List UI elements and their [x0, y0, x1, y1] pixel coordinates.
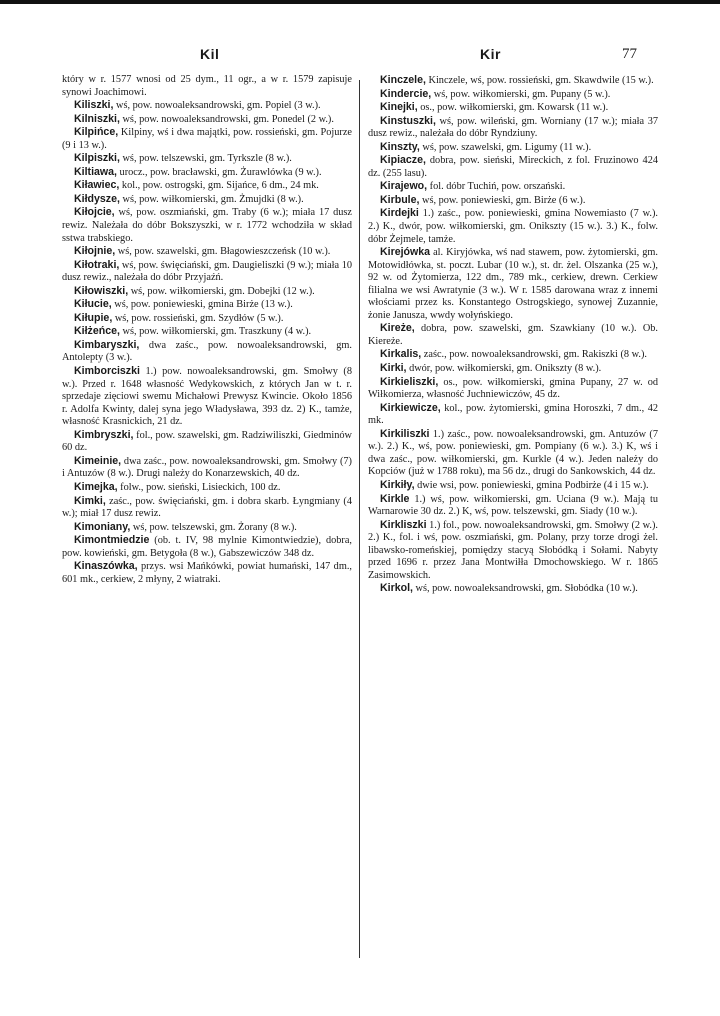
entry-text: folw., pow. sieński, Lisieckich, 100 dz.: [117, 481, 281, 493]
entry-text: wś, pow. oszmiański, gm. Traby (6 w.); miała 17 dusz rewiz. Należała do dóbr Bokszyszki, w r. 1772 wchodziła w skład sstwa trabskiego.: [62, 207, 352, 244]
entry-text: wś, pow. nowoaleksandrowski, gm. Ponedel (2 w.).: [119, 113, 334, 125]
entry-headword: Kimborciszki: [74, 365, 140, 378]
dictionary-entry: [62, 481, 352, 495]
entry-headword: Kirkiły,: [380, 478, 415, 491]
entry-text: wś, pow. telszewski, gm. Żorany (8 w.).: [130, 521, 297, 533]
entry-text: wś, pow. wiłkomierski, gm. Dobejki (12 w.).: [128, 285, 315, 297]
dictionary-entry: [62, 166, 352, 180]
dictionary-entry: [368, 428, 658, 479]
entry-text: dwa zaśc., pow. nowoaleksandrowski, gm. Antolepty (3 w.).: [62, 339, 352, 364]
left-column: [62, 74, 352, 586]
entry-text: dwór, pow. wiłkomierski, gm. Onikszty (8 w.).: [406, 363, 602, 375]
entry-text: zaśc., pow. nowoaleksandrowski, gm. Rakiszki (8 w.).: [421, 349, 647, 361]
column-divider: [359, 80, 360, 958]
dictionary-entry: [62, 365, 352, 429]
entry-headword: Kimbryszki,: [74, 428, 134, 441]
right-column: [368, 74, 658, 596]
entry-headword: Kilniszki,: [74, 112, 120, 125]
entry-headword: Kinaszówka,: [74, 560, 138, 573]
dictionary-entry: [368, 479, 658, 493]
entry-headword: Kirbule,: [380, 193, 420, 206]
dictionary-entry: [62, 495, 352, 521]
entry-headword: Kinczele,: [380, 74, 426, 86]
entry-headword: Kiliszki,: [74, 99, 114, 112]
entry-headword: Kirdejki: [380, 207, 419, 220]
entry-headword: Kirkle: [380, 492, 410, 505]
dictionary-entry: [62, 259, 352, 285]
entry-text: wś, pow. poniewieski, gmina Birże (13 w.).: [111, 299, 293, 311]
entry-headword: Kirkliszki: [380, 518, 427, 531]
dictionary-entry: [368, 101, 658, 115]
dictionary-entry: [368, 519, 658, 583]
entry-text: os., pow. wiłkomierski, gmina Pupany, 27 w. od Wiłkomierza, własność Juchniewiczów, 45 dz.: [368, 376, 658, 401]
entry-text: wś, pow. wiłkomierski, gm. Traszkuny (4 w.).: [119, 326, 312, 338]
entry-headword: Kiłżeńce,: [74, 325, 120, 338]
entry-headword: Kindercie,: [380, 87, 432, 100]
entry-headword: Kimontmiedzie: [74, 534, 150, 547]
dictionary-entry: [62, 193, 352, 207]
dictionary-entry: [368, 376, 658, 402]
dictionary-entry: [62, 99, 352, 113]
dictionary-entry: [62, 179, 352, 193]
dictionary-entry: [368, 322, 658, 348]
entry-headword: Kirki,: [380, 362, 407, 375]
dictionary-entry: [368, 402, 658, 428]
entry-text: wś, pow. nowoaleksandrowski, gm. Popiel (3 w.).: [113, 100, 321, 112]
dictionary-entry: [62, 113, 352, 127]
entry-text: wś, pow. wiłkomierski, gm. Pupany (5 w.).: [431, 88, 611, 100]
dictionary-entry: [62, 298, 352, 312]
entry-text: dwie wsi, pow. poniewieski, gmina Podbirże (4 i 15 w.).: [414, 479, 649, 491]
dictionary-entry: [368, 582, 658, 596]
entry-text: Kinczele, wś, pow. rossieński, gm. Skawdwile (15 w.).: [425, 75, 654, 86]
entry-text: dobra, pow. sieński, Mireckich, z fol. Fruzinowo 424 dz. (255 lasu).: [368, 155, 658, 179]
entry-headword: Kirkalis,: [380, 348, 422, 361]
page-number: 77: [622, 46, 637, 62]
entry-headword: Kirejówka: [380, 246, 431, 259]
entry-text: 1.) fol., pow. nowoaleksandrowski, gm. Smołwy (2 w.). 2.) K., fol. i wś, pow. oszmiański, gm. Polany, przy torze drogi żel. libawsko-romeńskiej, pomiędzy stacyą Słobódką i Sołami. Nabyty przed 1696 r. przez Jana Montwiłła Dmochowskiego. W r. 1865 Zasimowskich.: [368, 519, 658, 581]
dictionary-entry: [62, 325, 352, 339]
entry-text: kol., pow. żytomierski, gmina Horoszki, 7 dm., 42 mk.: [368, 402, 658, 427]
entry-text: 1.) pow. nowoaleksandrowski, gm. Smołwy (8 w.). Przed r. 1648 własność Wedykowskich, z których Jan w t. r. sprzedaje zięciowi swemu Michałowi Prewysz Kwincie. Około 1856 r. Adolfa Kwinty, dalej syna jego Władysława, 393 dz. 2) K., tamże, własność Krasnickich, 21 dz.: [62, 366, 352, 428]
dictionary-entry: [62, 455, 352, 481]
entry-text: al. Kiryjówka, wś nad stawem, pow. żytomierski, gm. Motowidłówka, st. poczt. Lubar (10 w.), st. dr. żel. Olszanka (25 w.), 92 w. od Żytomierza, 122 dm., 789 mk., cerkiew, drewn. Cerkiew filialna we wsi Awratynie (3 w.). W r. 1585 darowana wraz z innemi włościami przez ks. Konstantego Ostrogskiego, synowej Zuzannie, żonie Janusza, wwdy wołyńskiego.: [368, 247, 658, 321]
dictionary-entry: [62, 339, 352, 365]
dictionary-entry: [368, 348, 658, 362]
entry-headword: Kinstuszki,: [380, 114, 436, 127]
entry-headword: Kiłowiszki,: [74, 284, 129, 297]
entry-text: wś, pow. szawelski, gm. Błagowieszczeńsk (10 w.).: [115, 246, 331, 258]
entry-text: zaśc., pow. święciański, gm. i dobra skarb. Łyngmiany (4 w.); miał 17 dusz rewiz.: [62, 495, 352, 520]
entry-headword: Kiłojcie,: [74, 206, 115, 219]
dictionary-entry: [62, 429, 352, 455]
entry-headword: Kilpińce,: [74, 126, 119, 139]
entry-headword: Kirkieliszki,: [380, 375, 439, 388]
dictionary-entry: [62, 152, 352, 166]
entry-text: dobra, pow. szawelski, gm. Szawkiany (10 w.). Ob. Kiereże.: [368, 323, 658, 347]
entry-headword: Kiltiawa,: [74, 165, 117, 178]
entry-headword: Kiłojnie,: [74, 245, 116, 258]
entry-text: wś, pow. wiłkomierski, gm. Żmujdki (8 w.).: [119, 193, 304, 205]
entry-text: urocz., pow. bracławski, gm. Żurawlówka (9 w.).: [116, 166, 322, 178]
dictionary-entry: [62, 534, 352, 560]
entry-text: wś, pow. szawelski, gm. Ligumy (11 w.).: [419, 141, 592, 153]
entry-text: 1.) zaśc., pow. poniewieski, gmina Nowemiasto (7 w.). 2.) K., dwór, pow. wiłkomierski, gm. Onikszty (15 w.). 3.) K., folw. dóbr Żejmele, tamże.: [368, 208, 658, 245]
entry-text: wś, pow. telszewski, gm. Tyrkszle (8 w.).: [119, 153, 292, 165]
dictionary-entry: [368, 141, 658, 155]
dictionary-entry: [368, 362, 658, 376]
dictionary-entry: [62, 560, 352, 586]
entry-headword: Kimbaryszki,: [74, 338, 140, 351]
entry-headword: Kireże,: [380, 322, 415, 335]
dictionary-entry: [368, 493, 658, 519]
entry-headword: Kinejki,: [380, 101, 418, 114]
dictionary-entry: [62, 206, 352, 245]
entry-headword: Kiłupie,: [74, 311, 113, 324]
entry-headword: Kirkol,: [380, 582, 413, 595]
dictionary-entry: [62, 285, 352, 299]
dictionary-entry: [368, 180, 658, 194]
entry-text: wś, pow. wileński, gm. Worniany (17 w.); miała 37 dusz rewiz., należała do dóbr Ryndziuny.: [368, 115, 658, 140]
entry-text: 1.) zaśc., pow. nowoaleksandrowski, gm. Antuzów (7 w.). 2.) K., wś, pow. poniewieski, gm. Pompiany (6 w.). 3.) K, wś i dwa zaśc., pow. wiłkomierski, gm. Kurkle (4 w.). Jeden należy do Kopciów (już w 1788 roku), ma 56 dz., drugi do Sankowskich, 44 dz.: [368, 428, 658, 478]
entry-text: fol. dóbr Tuchiń, pow. orszański.: [427, 181, 566, 193]
page-top-border: [0, 0, 720, 4]
entry-text: kol., pow. ostrogski, gm. Sijańce, 6 dm., 24 mk.: [119, 180, 319, 192]
entry-headword: Kilpiszki,: [74, 152, 120, 165]
entry-text: wś, pow. święciański, gm. Daugieliszki (9 w.); miała 10 dusz rewiz., należała do dóbr Przyjaźń.: [62, 259, 352, 284]
dictionary-entry: [368, 246, 658, 322]
entry-text: który w r. 1577 wnosi od 25 dym., 11 ogr., a w r. 1579 zapisuje synowi Joachimowi.: [62, 74, 352, 98]
entry-headword: Kimki,: [74, 494, 106, 507]
entry-text: dwa zaśc., pow. nowoaleksandrowski, gm. Smołwy (7) i Antuzów (8 w.). Drugi należy do Konarzewskich, 40 dz.: [62, 455, 352, 480]
entry-headword: Kiłdysze,: [74, 192, 120, 205]
entry-text: fol., pow. szawelski, gm. Radziwiliszki, Giedminów 60 dz.: [62, 429, 352, 454]
entry-text: przys. wsi Mańkówki, powiat humański, 147 dm., 601 mk., cerkiew, 2 młyny, 2 wiatraki.: [62, 561, 352, 585]
dictionary-entry: [62, 126, 352, 152]
dictionary-entry: [368, 88, 658, 102]
running-head-left: Kil: [200, 46, 220, 62]
dictionary-entry: [368, 115, 658, 141]
entry-text: wś, pow. nowoaleksandrowski, gm. Słobódka (10 w.).: [412, 583, 638, 595]
entry-headword: Kirkiliszki: [380, 427, 430, 440]
entry-headword: Kimoniany,: [74, 520, 131, 533]
entry-headword: Kiłotraki,: [74, 258, 120, 271]
entry-headword: Kimeinie,: [74, 454, 122, 467]
entry-text: os., pow. wiłkomierski, gm. Kowarsk (11 w.).: [417, 102, 609, 114]
dictionary-entry: [62, 245, 352, 259]
page-header: [0, 46, 720, 68]
entry-headword: Kirkiewicze,: [380, 401, 441, 414]
entry-text: wś, pow. poniewieski, gm. Birże (6 w.).: [419, 194, 586, 206]
dictionary-entry: [368, 207, 658, 246]
entry-headword: Kiławiec,: [74, 179, 120, 192]
dictionary-entry: [62, 74, 352, 99]
entry-headword: Kimejka,: [74, 480, 118, 493]
entry-headword: Kinszty,: [380, 140, 420, 153]
dictionary-entry: [368, 74, 658, 88]
entry-headword: Kipiacze,: [380, 154, 426, 167]
dictionary-entry: [62, 312, 352, 326]
entry-text: 1.) wś, pow. wiłkomierski, gm. Uciana (9 w.). Mają tu Warnarowie 30 dz. 2.) K, wś, pow. telszewski, gm. Siady (10 w.).: [368, 493, 658, 518]
dictionary-entry: [62, 521, 352, 535]
entry-text: wś, pow. rossieński, gm. Szydłów (5 w.).: [112, 312, 284, 324]
dictionary-entry: [368, 194, 658, 208]
entry-text: (ob. t. IV, 98 mylnie Kimontwiedzie), dobra, pow. kowieński, gm. Betygoła (8 w.), Gabszewiczów 348 dz.: [62, 535, 352, 559]
dictionary-entry: [368, 154, 658, 180]
entry-headword: Kiłucie,: [74, 298, 112, 311]
entry-headword: Kirajewo,: [380, 180, 428, 193]
running-head-right: Kir: [480, 46, 501, 62]
entry-text: Kilpiny, wś i dwa majątki, pow. rossieński, gm. Pojurze (9 i 13 w.).: [62, 127, 352, 151]
